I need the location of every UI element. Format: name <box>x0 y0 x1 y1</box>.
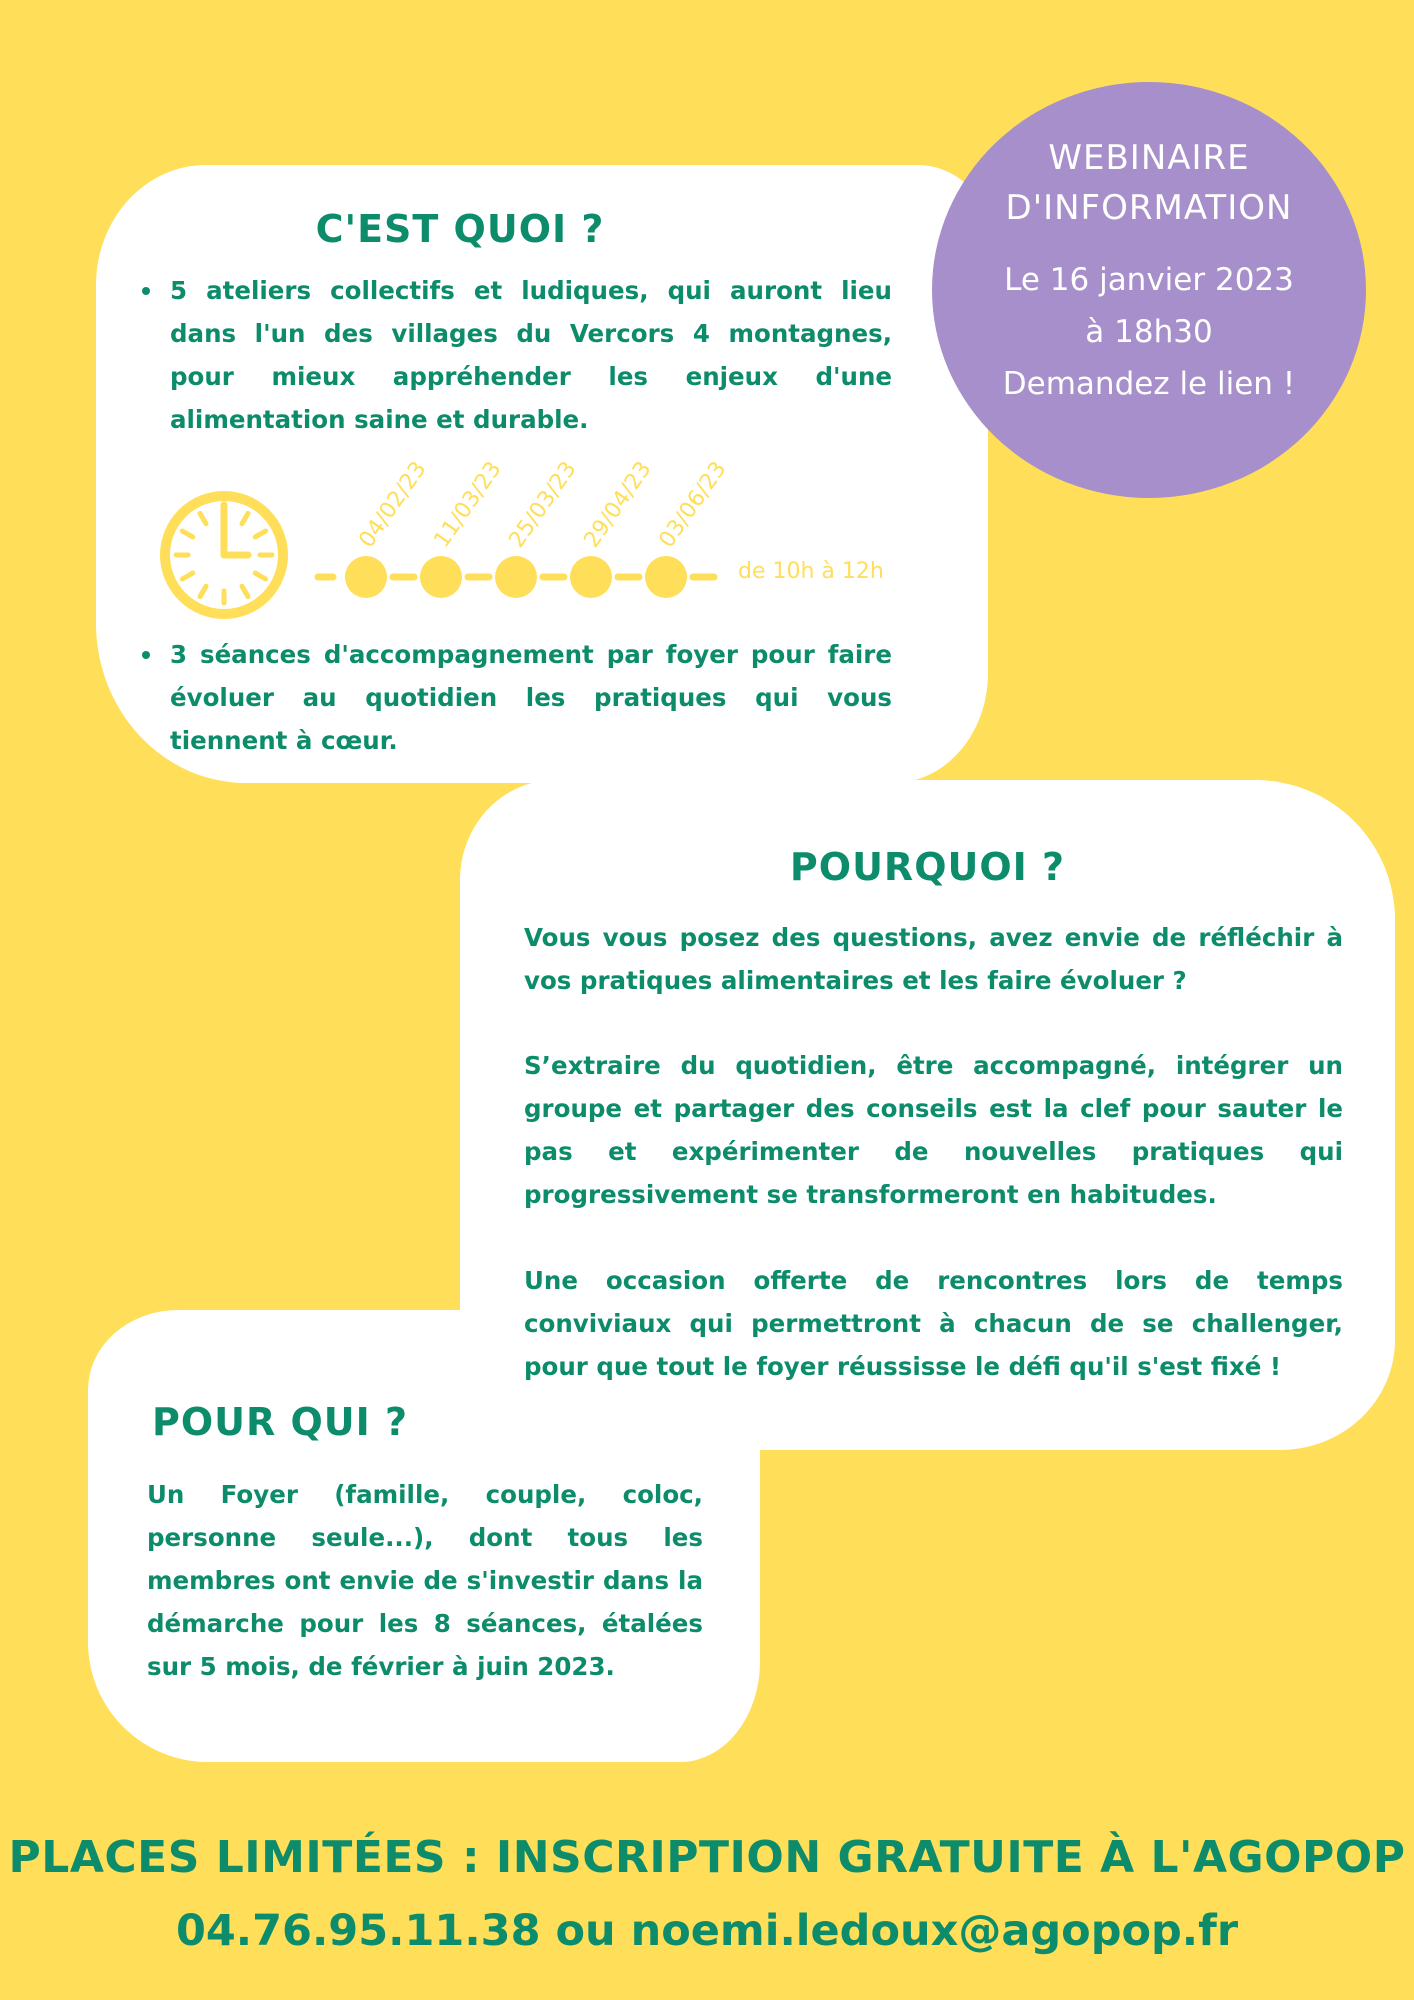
webinar-title-line1: WEBINAIRE <box>1048 138 1250 178</box>
pourquoi-heading: POURQUOI ? <box>789 845 1066 889</box>
timeline-date-label: 11/03/23 <box>429 457 507 553</box>
timeline-dates <box>354 457 731 552</box>
webinar-time: à 18h30 <box>1085 314 1213 350</box>
timeline-hours: de 10h à 12h <box>738 559 884 584</box>
webinar-title-line2: D'INFORMATION <box>1005 188 1293 228</box>
timeline-date-label: 04/02/23 <box>354 457 432 553</box>
pourquoi-para-3: Une occasion offerte de rencontres lors de temps conviviaux qui permettront à chacun de se challenger, pour que tout le foyer réussisse le défi qu'il s'est fixé ! <box>524 1266 1343 1381</box>
timeline-dot <box>345 556 387 598</box>
cest-quoi-heading: C'EST QUOI ? <box>315 207 605 251</box>
webinar-cta: Demandez le lien ! <box>1002 366 1296 402</box>
pourquoi-para-2: S’extraire du quotidien, être accompagné, intégrer un groupe et partager des conseils est la clef pour sauter le pas et expérimenter de nouvelles pratiques qui progressivement se transformeront en habitudes. <box>524 1051 1343 1209</box>
timeline-track <box>318 556 714 598</box>
pour-qui-heading: POUR QUI ? <box>152 1400 409 1444</box>
cest-quoi-bullet-2-text: 3 séances d'accompagnement par foyer pour faire évoluer au quotidien les pratiques qui vous tiennent à cœur. <box>170 640 892 755</box>
pour-qui-para: Un Foyer (famille, couple, coloc, personne seule...), dont tous les membres ont envie de s'investir dans la démarche pour les 8 séances, étalées sur 5 mois, de février à juin 2023. <box>147 1480 703 1681</box>
timeline-date-label: 29/04/23 <box>579 457 657 553</box>
webinar-date: Le 16 janvier 2023 <box>1004 262 1294 298</box>
registration-banner: PLACES LIMITÉES : INSCRIPTION GRATUITE À L'AGOPOP <box>8 1832 1406 1883</box>
contact-line: 04.76.95.11.38 ou noemi.ledoux@agopop.fr <box>175 1906 1239 1956</box>
timeline-dot <box>420 556 462 598</box>
timeline-date-label: 03/06/23 <box>654 457 732 553</box>
cest-quoi-bullet-1-text: 5 ateliers collectifs et ludiques, qui auront lieu dans l'un des villages du Vercors 4 montagnes, pour mieux appréhender les enjeux d'une alimentation saine et durable. <box>170 276 892 434</box>
timeline-dot <box>495 556 537 598</box>
pourquoi-para-1: Vous vous posez des questions, avez envie de réfléchir à vos pratiques alimentaires et les faire évoluer ? <box>524 923 1343 995</box>
timeline-date-label: 25/03/23 <box>504 457 582 553</box>
timeline-dot <box>645 556 687 598</box>
clock-icon <box>165 496 283 614</box>
timeline-dot <box>570 556 612 598</box>
